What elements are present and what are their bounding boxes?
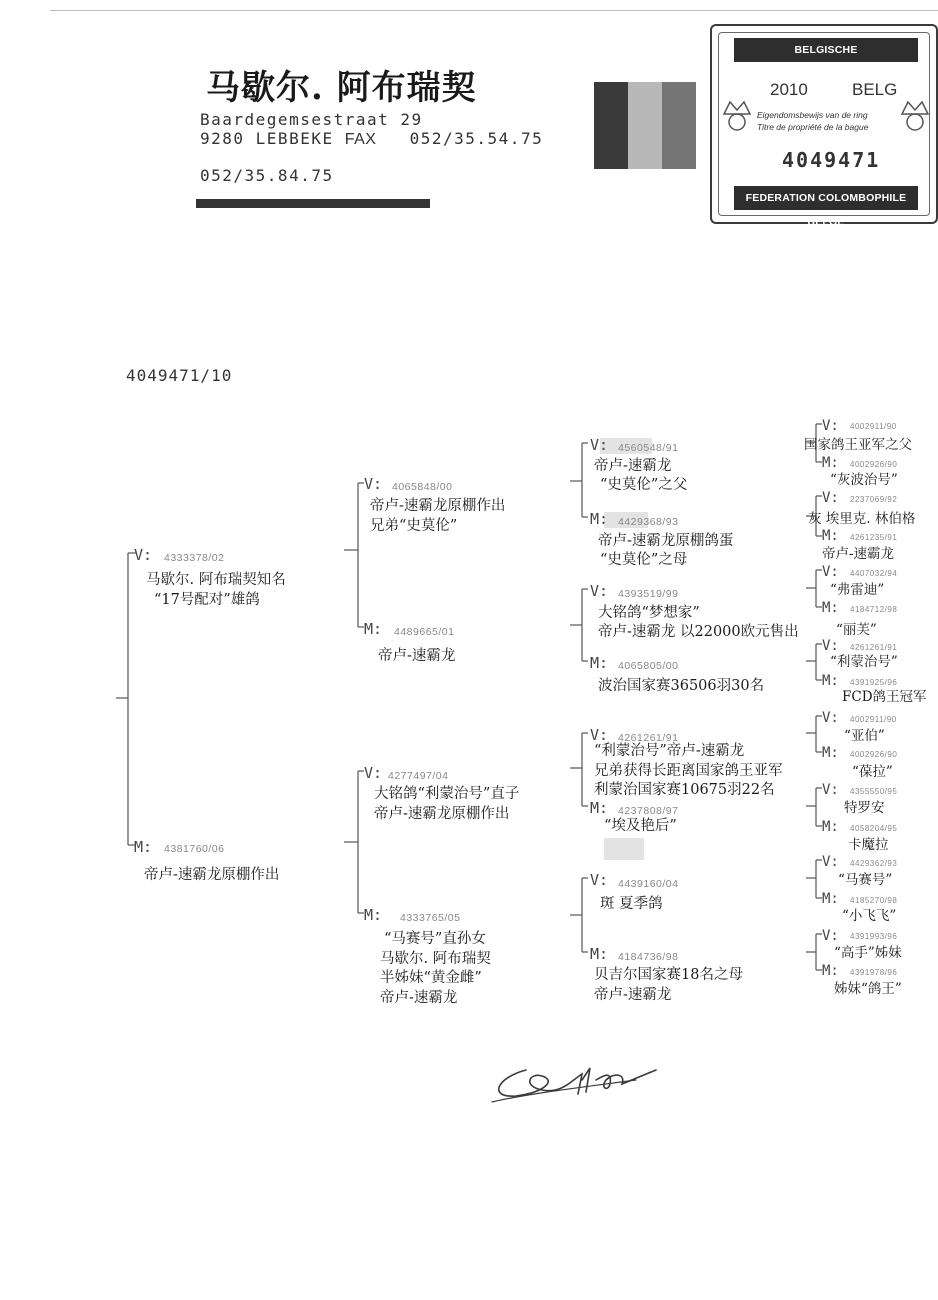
ssd-note: “史莫伦”之母 [600, 552, 688, 568]
g4-note: “利蒙治号” [830, 654, 898, 670]
g4-label: M: [822, 891, 839, 907]
pigeon-ring-id: 4049471/10 [126, 366, 233, 385]
certificate-year: 2010 [770, 80, 808, 99]
g4-label: M: [822, 528, 839, 544]
g4-ring: 2237069/92 [850, 495, 898, 504]
g4-ring: 4002926/90 [850, 750, 898, 759]
certificate-caption-fr: Titre de propriété de la bague [757, 122, 869, 132]
sss-note: 帝卢-速霸龙 [594, 458, 672, 474]
g4-note: “丽芙” [836, 622, 877, 638]
g4-label: V: [822, 782, 839, 798]
dss-note: “利蒙治号”帝卢-速霸龙 [594, 743, 745, 759]
g4-note: 灰 埃里克. 林伯格 [808, 511, 916, 527]
ss-label: V: [364, 475, 383, 493]
sdd-label: M: [590, 654, 609, 672]
certificate-caption-nl: Eigendomsbewijs van de ring [757, 110, 868, 120]
sdd-ring: 4065805/00 [618, 660, 679, 672]
g4-note: “弗雷迪” [830, 582, 885, 598]
ssd-ring: 4429368/93 [618, 516, 679, 528]
sire-note: “17号配对”雄鸽 [154, 592, 260, 608]
sss-note: “史莫伦”之父 [600, 477, 688, 493]
dd-note: 半姊妹“黄金雌” [380, 970, 482, 986]
g4-note: “高手”姊妹 [834, 945, 902, 961]
ss-note: 兄弟“史莫伦” [370, 518, 458, 534]
g4-note: “灰波治号” [830, 472, 898, 488]
g4-note: 姊妹“鸽王” [834, 981, 902, 997]
g4-note: 卡魔拉 [848, 837, 889, 853]
g4-label: V: [822, 710, 839, 726]
g4-label: M: [822, 963, 839, 979]
g4-ring: 4407032/94 [850, 569, 898, 578]
ss-note: 帝卢-速霸龙原棚作出 [370, 498, 506, 514]
dd-note: 马歇尔. 阿布瑞契 [380, 951, 491, 967]
g4-note: 特罗安 [844, 800, 885, 816]
certificate-bottom-banner: FEDERATION COLOMBOPHILE BELGE [734, 186, 918, 210]
g4-label: V: [822, 854, 839, 870]
ds-note: 大铭鸽“利蒙治号”直子 [374, 786, 520, 802]
sd-note: 帝卢-速霸龙 [378, 648, 456, 664]
dam-label: M: [134, 838, 153, 856]
dss-label: V: [590, 726, 609, 744]
ds-note: 帝卢-速霸龙原棚作出 [374, 806, 510, 822]
sd-ring: 4489665/01 [394, 626, 455, 638]
g4-note: FCD鸽王冠军 [842, 689, 927, 705]
dd-note: 帝卢-速霸龙 [380, 990, 458, 1006]
dd-note: “马赛号”直孙女 [384, 931, 486, 947]
g4-ring: 4185270/98 [850, 896, 898, 905]
sire-note: 马歇尔. 阿布瑞契知名 [146, 572, 286, 588]
dam-ring: 4381760/06 [164, 843, 225, 855]
ds-ring: 4277497/04 [388, 770, 449, 782]
fax-number: 052/35.54.75 [409, 129, 544, 148]
sds-label: V: [590, 582, 609, 600]
sds-note: 帝卢-速霸龙 以22000欧元售出 [598, 624, 799, 640]
g4-ring: 4261235/91 [850, 533, 898, 542]
breeder-name: 马歇尔. 阿布瑞契 [206, 68, 477, 108]
g4-note: “葆拉” [852, 764, 893, 780]
g4-ring: 4184712/98 [850, 605, 898, 614]
sds-note: 大铭鸽“梦想家” [598, 605, 700, 621]
g4-label: M: [822, 745, 839, 761]
g4-note: 国家鸽王亚军之父 [804, 437, 912, 453]
dss-ring: 4261261/91 [618, 732, 679, 744]
dd-label: M: [364, 906, 383, 924]
ss-ring: 4065848/00 [392, 481, 453, 493]
dds-label: V: [590, 871, 609, 889]
g4-label: V: [822, 418, 839, 434]
ssd-note: 帝卢-速霸龙原棚鸽蛋 [598, 533, 734, 549]
g4-label: M: [822, 455, 839, 471]
ssd-label: M: [590, 510, 609, 528]
dds-note: 斑 夏季鸽 [600, 896, 663, 912]
sdd-note: 波治国家赛36506羽30名 [598, 678, 765, 694]
g4-ring: 4391993/96 [850, 932, 898, 941]
certificate-ring-number: 4049471 [782, 148, 881, 172]
g4-note: “马赛号” [838, 872, 893, 888]
g4-ring: 4391978/96 [850, 968, 898, 977]
g4-label: V: [822, 490, 839, 506]
g4-ring: 4002926/90 [850, 460, 898, 469]
fax-label: FAX [344, 131, 377, 148]
address-street: Baardegemsestraat 29 [200, 110, 423, 129]
sire-label: V: [134, 546, 153, 564]
g4-label: M: [822, 600, 839, 616]
g4-ring: 4261261/91 [850, 643, 898, 652]
g4-note: “小飞飞” [842, 908, 897, 924]
certificate-country: BELG [852, 80, 898, 99]
certificate-top-banner: BELGISCHE DUIVENLIEFHEBBERSBOND [734, 38, 918, 62]
g4-ring: 4429362/93 [850, 859, 898, 868]
g4-note: “亚伯” [844, 728, 885, 744]
g4-ring: 4058204/95 [850, 824, 898, 833]
g4-label: M: [822, 819, 839, 835]
g4-ring: 4391925/96 [850, 678, 898, 687]
signature [486, 1050, 666, 1110]
sds-ring: 4393519/99 [618, 588, 679, 600]
scan-smudge [604, 838, 644, 860]
ddd-ring: 4184736/98 [618, 951, 679, 963]
sd-label: M: [364, 620, 383, 638]
dss-note: 利蒙治国家赛10675羽22名 [594, 782, 775, 798]
sss-ring: 4560548/91 [618, 442, 679, 454]
ddd-note: 帝卢-速霸龙 [594, 987, 672, 1003]
dss-note: 兄弟获得长距离国家鸽王亚军 [594, 763, 783, 779]
ddd-label: M: [590, 945, 609, 963]
dd-ring: 4333765/05 [400, 912, 461, 924]
g4-label: V: [822, 564, 839, 580]
dsd-note: “埃及艳后” [604, 818, 677, 834]
ddd-note: 贝吉尔国家赛18名之母 [594, 967, 743, 983]
g4-ring: 4355550/95 [850, 787, 898, 796]
dam-note: 帝卢-速霸龙原棚作出 [144, 867, 280, 883]
g4-label: M: [822, 673, 839, 689]
dds-ring: 4439160/04 [618, 878, 679, 890]
sss-label: V: [590, 436, 609, 454]
phone-number: 052/35.84.75 [200, 166, 334, 185]
dsd-ring: 4237808/97 [618, 805, 679, 817]
address-city-name: 9280 LEBBEKE [200, 129, 334, 148]
dsd-label: M: [590, 799, 609, 817]
ds-label: V: [364, 764, 383, 782]
g4-label: V: [822, 638, 839, 654]
g4-note: 帝卢-速霸龙 [822, 546, 895, 562]
g4-label: V: [822, 928, 839, 944]
g4-ring: 4002911/90 [850, 715, 897, 724]
sire-ring: 4333378/02 [164, 552, 225, 564]
g4-ring: 4002911/90 [850, 422, 897, 431]
